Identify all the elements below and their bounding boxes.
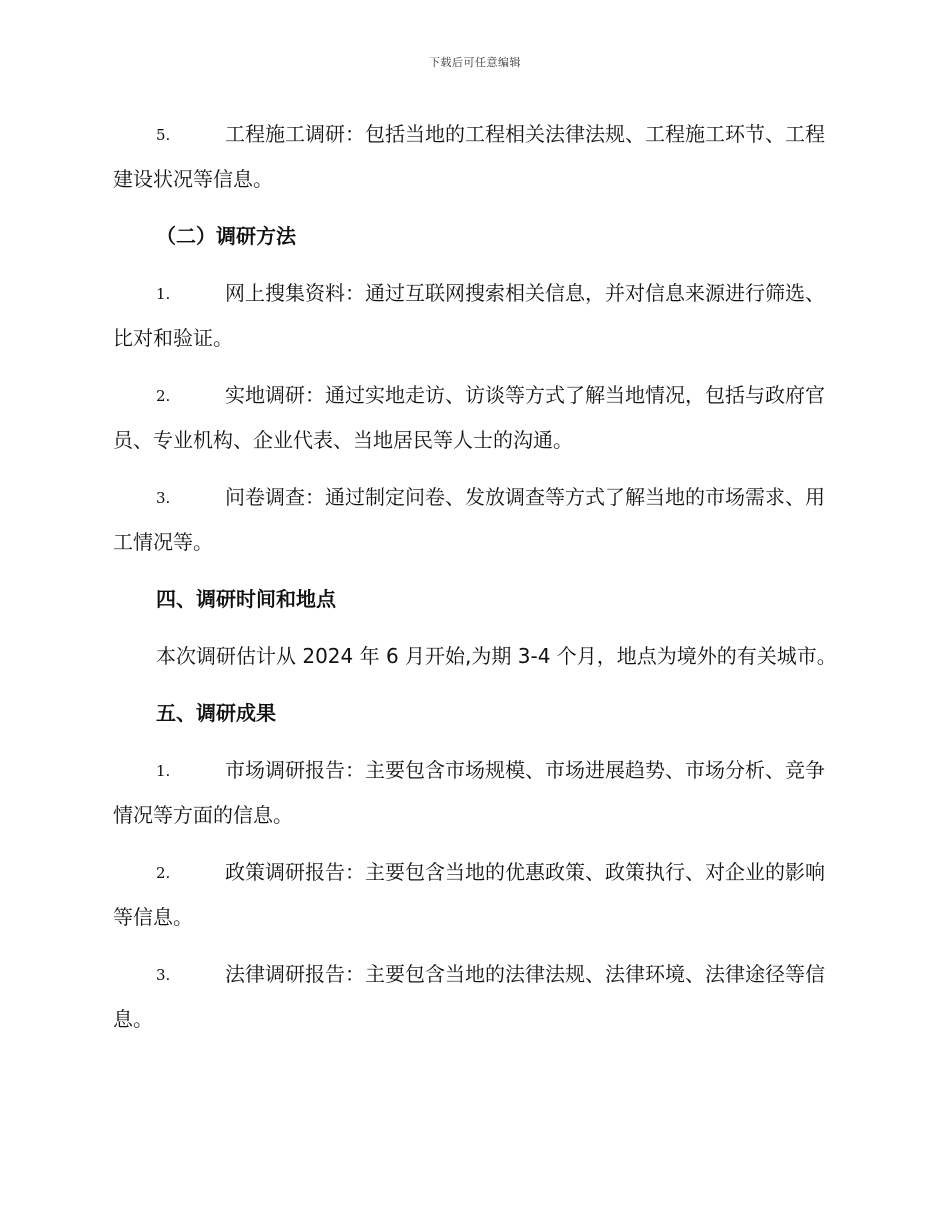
- list-item: [113, 748, 837, 837]
- page-header: 下载后可任意编辑: [429, 56, 521, 69]
- list-item: [113, 475, 837, 564]
- list-item: [113, 112, 837, 201]
- list-text: 市场调研报告：主要包含市场规模、市场进展趋势、市场分析、竞争情况等方面的信息。: [113, 758, 825, 827]
- list-text: 法律调研报告：主要包含当地的法律法规、法律环境、法律途径等信息。: [113, 962, 825, 1031]
- paragraph: 本次调研估计从 2024 年 6 月开始,为期 3-4 个月，地点为境外的有关城市。: [156, 644, 837, 668]
- list-item: [113, 373, 837, 462]
- section-heading: 五、调研成果: [156, 701, 276, 725]
- list-number: 2.: [156, 864, 171, 882]
- list-number: 5.: [156, 126, 171, 144]
- list-number: 1.: [156, 762, 171, 780]
- document-body: [113, 112, 837, 1054]
- list-item: [113, 952, 837, 1041]
- list-number: 3.: [156, 489, 171, 507]
- list-number: 2.: [156, 387, 171, 405]
- section-heading: 四、调研时间和地点: [156, 587, 336, 611]
- section-heading: （二）调研方法: [156, 224, 296, 248]
- list-item: [113, 850, 837, 939]
- list-text: 网上搜集资料：通过互联网搜索相关信息，并对信息来源进行筛选、比对和验证。: [113, 281, 825, 350]
- list-number: 3.: [156, 966, 171, 984]
- list-item: [113, 271, 837, 360]
- list-text: 工程施工调研：包括当地的工程相关法律法规、工程施工环节、工程建设状况等信息。: [113, 122, 825, 191]
- list-number: 1.: [156, 285, 171, 303]
- list-text: 实地调研：通过实地走访、访谈等方式了解当地情况，包括与政府官员、专业机构、企业代表、当地居民等人士的沟通。: [113, 383, 825, 452]
- list-text: 政策调研报告：主要包含当地的优惠政策、政策执行、对企业的影响等信息。: [113, 860, 825, 929]
- list-text: 问卷调查：通过制定问卷、发放调查等方式了解当地的市场需求、用工情况等。: [113, 485, 825, 554]
